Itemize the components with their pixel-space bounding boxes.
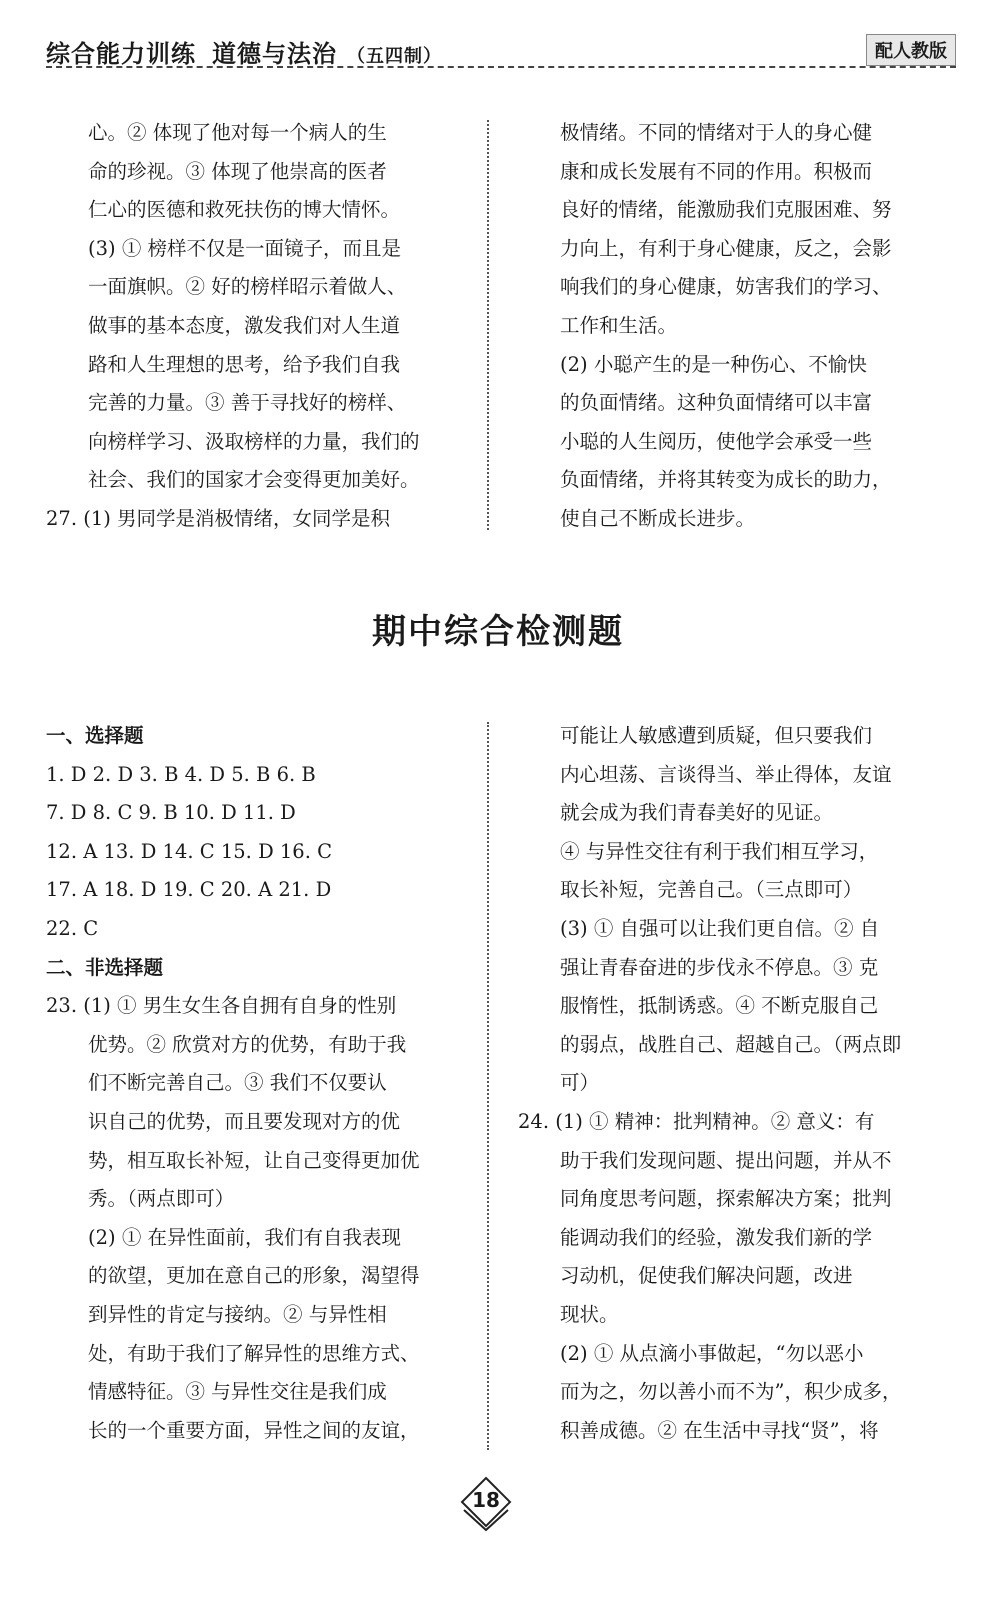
- answers-bottom-right-column: [518, 717, 940, 1450]
- text-line: 长的一个重要方面，异性之间的友谊，: [88, 1418, 420, 1442]
- text-line: 完善的力量。③ 善于寻找好的榜样、: [88, 391, 407, 415]
- section-heading-nonchoice: 二、非选择题: [46, 955, 164, 979]
- text-line: 仁心的医德和救死扶伤的博大情怀。: [88, 198, 401, 222]
- text-line: 康和成长发展有不同的作用。积极而: [560, 159, 873, 183]
- text-line: 而为之，勿以善小而不为”，积少成多，: [560, 1380, 902, 1404]
- text-line: 同角度思考问题，探索解决方案；批判: [560, 1187, 892, 1211]
- question-24-line: 24. (1) ① 精神：批判精神。② 意义：有: [518, 1109, 875, 1133]
- text-line: 们不断完善自己。③ 我们不仅要认: [88, 1071, 387, 1095]
- page-header: [46, 30, 956, 70]
- choice-answers-row: 12. A 13. D 14. C 15. D 16. C: [46, 839, 333, 863]
- header-divider: [46, 66, 956, 68]
- text-line: 可能让人敏感遭到质疑，但只要我们: [560, 724, 873, 747]
- text-line: 向榜样学习、汲取榜样的力量，我们的: [88, 429, 420, 453]
- subject-title: 道德与法治: [212, 40, 337, 68]
- text-line: 习动机，促使我们解决问题，改进: [560, 1264, 853, 1288]
- text-line: 的弱点，战胜自己、超越自己。（两点即: [560, 1032, 902, 1056]
- text-line: 使自己不断成长进步。: [560, 506, 756, 530]
- text-line: 极情绪。不同的情绪对于人的身心健: [560, 121, 873, 144]
- text-line: (2) ① 从点滴小事做起，“勿以恶小: [560, 1341, 864, 1365]
- text-line: 势，相互取长补短，让自己变得更加优: [88, 1148, 420, 1172]
- text-line: 的欲望，更加在意自己的形象，渴望得: [88, 1264, 420, 1288]
- text-line: 内心坦荡、言谈得当、举止得体，友谊: [560, 762, 892, 786]
- series-title: 综合能力训练: [46, 40, 196, 68]
- question-27-line: 27. (1) 男同学是消极情绪，女同学是积: [46, 506, 391, 530]
- text-line: 就会成为我们青春美好的见证。: [560, 801, 834, 825]
- answers-top-right-column: [560, 114, 940, 539]
- answers-bottom-left-column: [46, 717, 458, 1450]
- bottom-column-divider: [487, 722, 489, 1450]
- text-line: 的负面情绪。这种负面情绪可以丰富: [560, 391, 873, 415]
- answers-top-left-column: [46, 114, 458, 539]
- text-line: 服惰性，抵制诱惑。④ 不断克服自己: [560, 994, 879, 1018]
- page-number: 18: [472, 1488, 500, 1512]
- text-line: 心。② 体现了他对每一个病人的生: [88, 121, 387, 144]
- text-line: 强让青春奋进的步伐永不停息。③ 克: [560, 955, 879, 979]
- choice-answers-row: 7. D 8. C 9. B 10. D 11. D: [46, 801, 296, 825]
- text-line: 取长补短，完善自己。（三点即可）: [560, 878, 863, 902]
- text-line: 社会、我们的国家才会变得更加美好。: [88, 468, 420, 492]
- text-line: 识自己的优势，而且要发现对方的优: [88, 1109, 401, 1133]
- text-line: 能调动我们的经验，激发我们新的学: [560, 1225, 873, 1249]
- text-line: 到异性的肯定与接纳。② 与异性相: [88, 1302, 387, 1326]
- edition-label: （五四制）: [347, 46, 442, 67]
- text-line: 工作和生活。: [560, 313, 678, 337]
- text-line: (3) ① 榜样不仅是一面镜子，而且是: [88, 236, 402, 260]
- text-line: (2) 小聪产生的是一种伤心、不愉快: [560, 352, 867, 376]
- text-line: 现状。: [560, 1302, 619, 1326]
- choice-answers-row: 22. C: [46, 916, 99, 940]
- text-line: 路和人生理想的思考，给予我们自我: [88, 352, 401, 376]
- text-line: 优势。② 欣赏对方的优势，有助于我: [88, 1032, 407, 1056]
- text-line: 处，有助于我们了解异性的思维方式、: [88, 1341, 420, 1365]
- text-line: ④ 与异性交往有利于我们相互学习，: [560, 839, 879, 863]
- question-23-line: 23. (1) ① 男生女生各自拥有自身的性别: [46, 994, 397, 1018]
- text-line: 情感特征。③ 与异性交往是我们成: [88, 1380, 387, 1404]
- publisher-badge: 配人教版: [866, 34, 956, 66]
- text-line: 秀。（两点即可）: [88, 1187, 235, 1211]
- text-line: 响我们的身心健康，妨害我们的学习、: [560, 275, 892, 299]
- text-line: 命的珍视。③ 体现了他崇高的医者: [88, 159, 387, 183]
- text-line: 良好的情绪，能激励我们克服困难、努: [560, 198, 892, 222]
- page-number-badge: [458, 1476, 514, 1532]
- book-title: [46, 34, 442, 69]
- text-line: 可）: [560, 1071, 600, 1095]
- text-line: 做事的基本态度，激发我们对人生道: [88, 313, 401, 337]
- text-line: 积善成德。② 在生活中寻找“贤”，将: [560, 1418, 879, 1442]
- text-line: 力向上，有利于身心健康，反之，会影: [560, 236, 892, 260]
- text-line: 一面旗帜。② 好的榜样昭示着做人、: [88, 275, 407, 299]
- text-line: 助于我们发现问题、提出问题，并从不: [560, 1148, 892, 1172]
- choice-answers-row: 1. D 2. D 3. B 4. D 5. B 6. B: [46, 762, 316, 786]
- text-line: (3) ① 自强可以让我们更自信。② 自: [560, 916, 880, 940]
- text-line: (2) ① 在异性面前，我们有自我表现: [88, 1225, 402, 1249]
- text-line: 小聪的人生阅历，使他学会承受一些: [560, 429, 873, 453]
- section-title: 期中综合检测题: [372, 612, 624, 652]
- text-line: 负面情绪，并将其转变为成长的助力，: [560, 468, 892, 492]
- choice-answers-row: 17. A 18. D 19. C 20. A 21. D: [46, 878, 332, 902]
- section-heading-choice: 一、选择题: [46, 724, 144, 747]
- top-column-divider: [487, 120, 489, 530]
